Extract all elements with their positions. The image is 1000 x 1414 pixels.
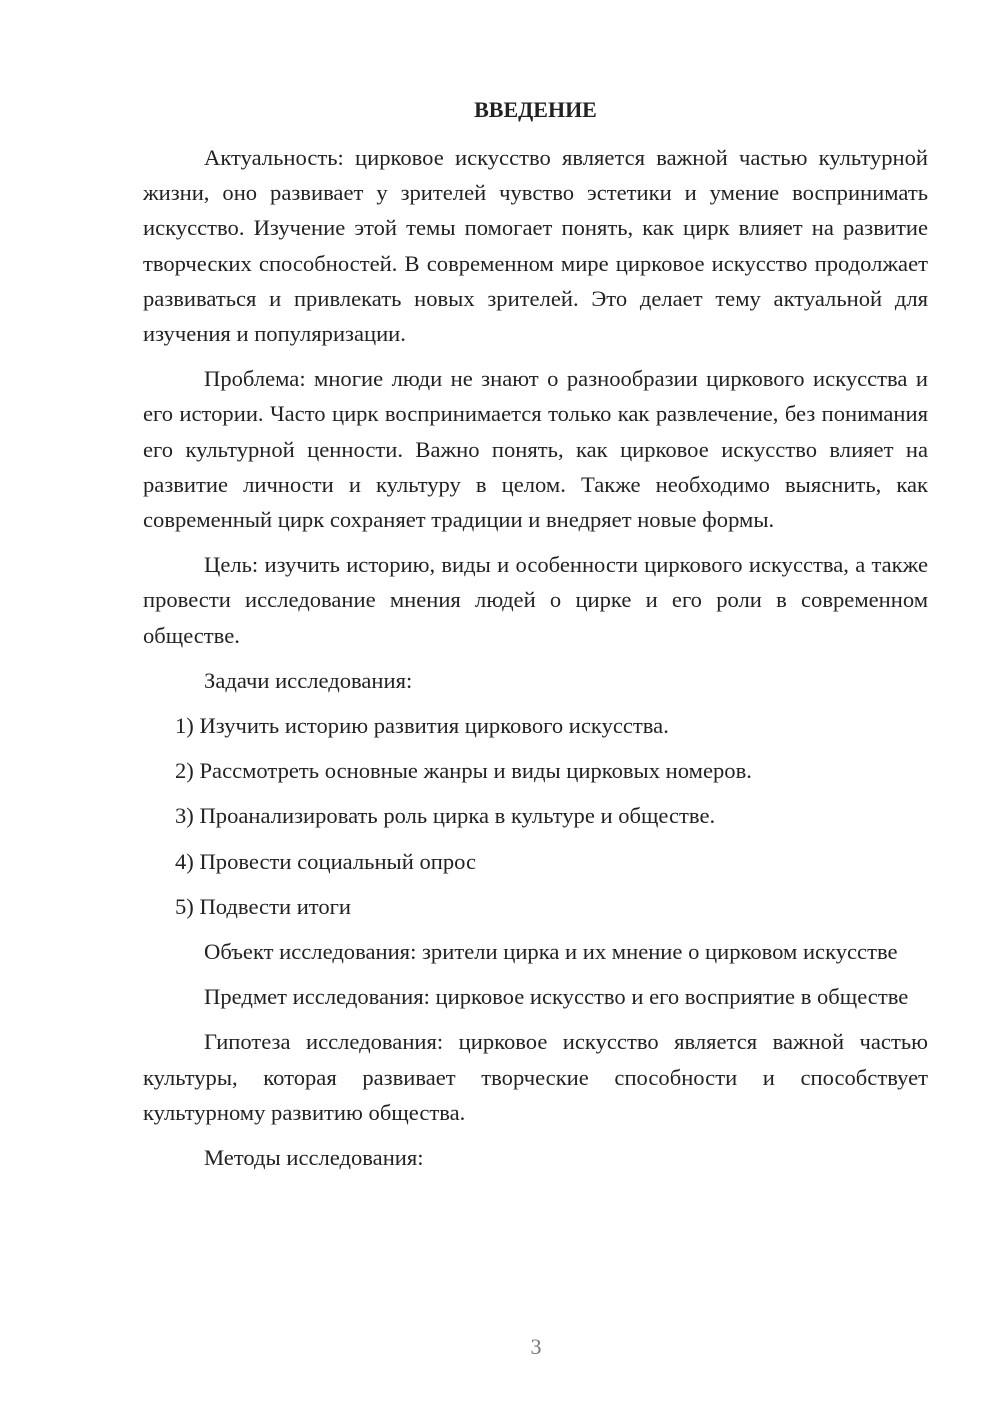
tasks-list — [143, 708, 928, 924]
paragraph-hypothesis: Гипотеза исследования: цирковое искусство является важной частью культуры, которая развивает творческие способности и способствует культурному развитию общества. — [143, 1029, 928, 1125]
paragraph-subject: Предмет исследования: цирковое искусство и его восприятие в обществе — [204, 984, 909, 1010]
paragraph-goal: Цель: изучить историю, виды и особенности циркового искусства, а также провести исследование мнения людей о цирке и его роли в современном обществе. — [143, 552, 928, 648]
list-item: 3) Проанализировать роль цирка в культуре и обществе. — [175, 803, 716, 829]
paragraph-relevance: Актуальность: цирковое искусство является важной частью культурной жизни, оно развивает у зрителей чувство эстетики и умение воспринимать искусство. Изучение этой темы помогает понять, как цирк влияет на развитие творческих способностей. В современном мире цирковое искусство продолжает развиваться и привлекать новых зрителей. Это делает тему актуальной для изучения и популяризации. — [143, 145, 928, 347]
list-item: 5) Подвести итоги — [175, 893, 352, 919]
tasks-heading: Задачи исследования: — [204, 667, 413, 693]
list-item: 4) Провести социальный опрос — [175, 848, 477, 874]
paragraph-problem: Проблема: многие люди не знают о разнообразии циркового искусства и его истории. Часто цирк воспринимается только как развлечение, без понимания его культурной ценности. Важно понять, как цирковое искусство влияет на развитие личности и культуру в целом. Также необходимо выяснить, как современный цирк сохраняет традиции и внедряет новые формы. — [143, 366, 928, 533]
paragraph-object: Объект исследования: зрители цирка и их мнение о цирковом искусстве — [204, 939, 898, 965]
list-item: 2) Рассмотреть основные жанры и виды цирковых номеров. — [175, 758, 752, 784]
page-title: ВВЕДЕНИЕ — [474, 97, 597, 122]
document-page — [143, 92, 928, 1185]
page-number: 3 — [530, 1334, 542, 1359]
list-item: 1) Изучить историю развития циркового искусства. — [175, 713, 669, 739]
methods-heading: Методы исследования: — [204, 1145, 424, 1171]
